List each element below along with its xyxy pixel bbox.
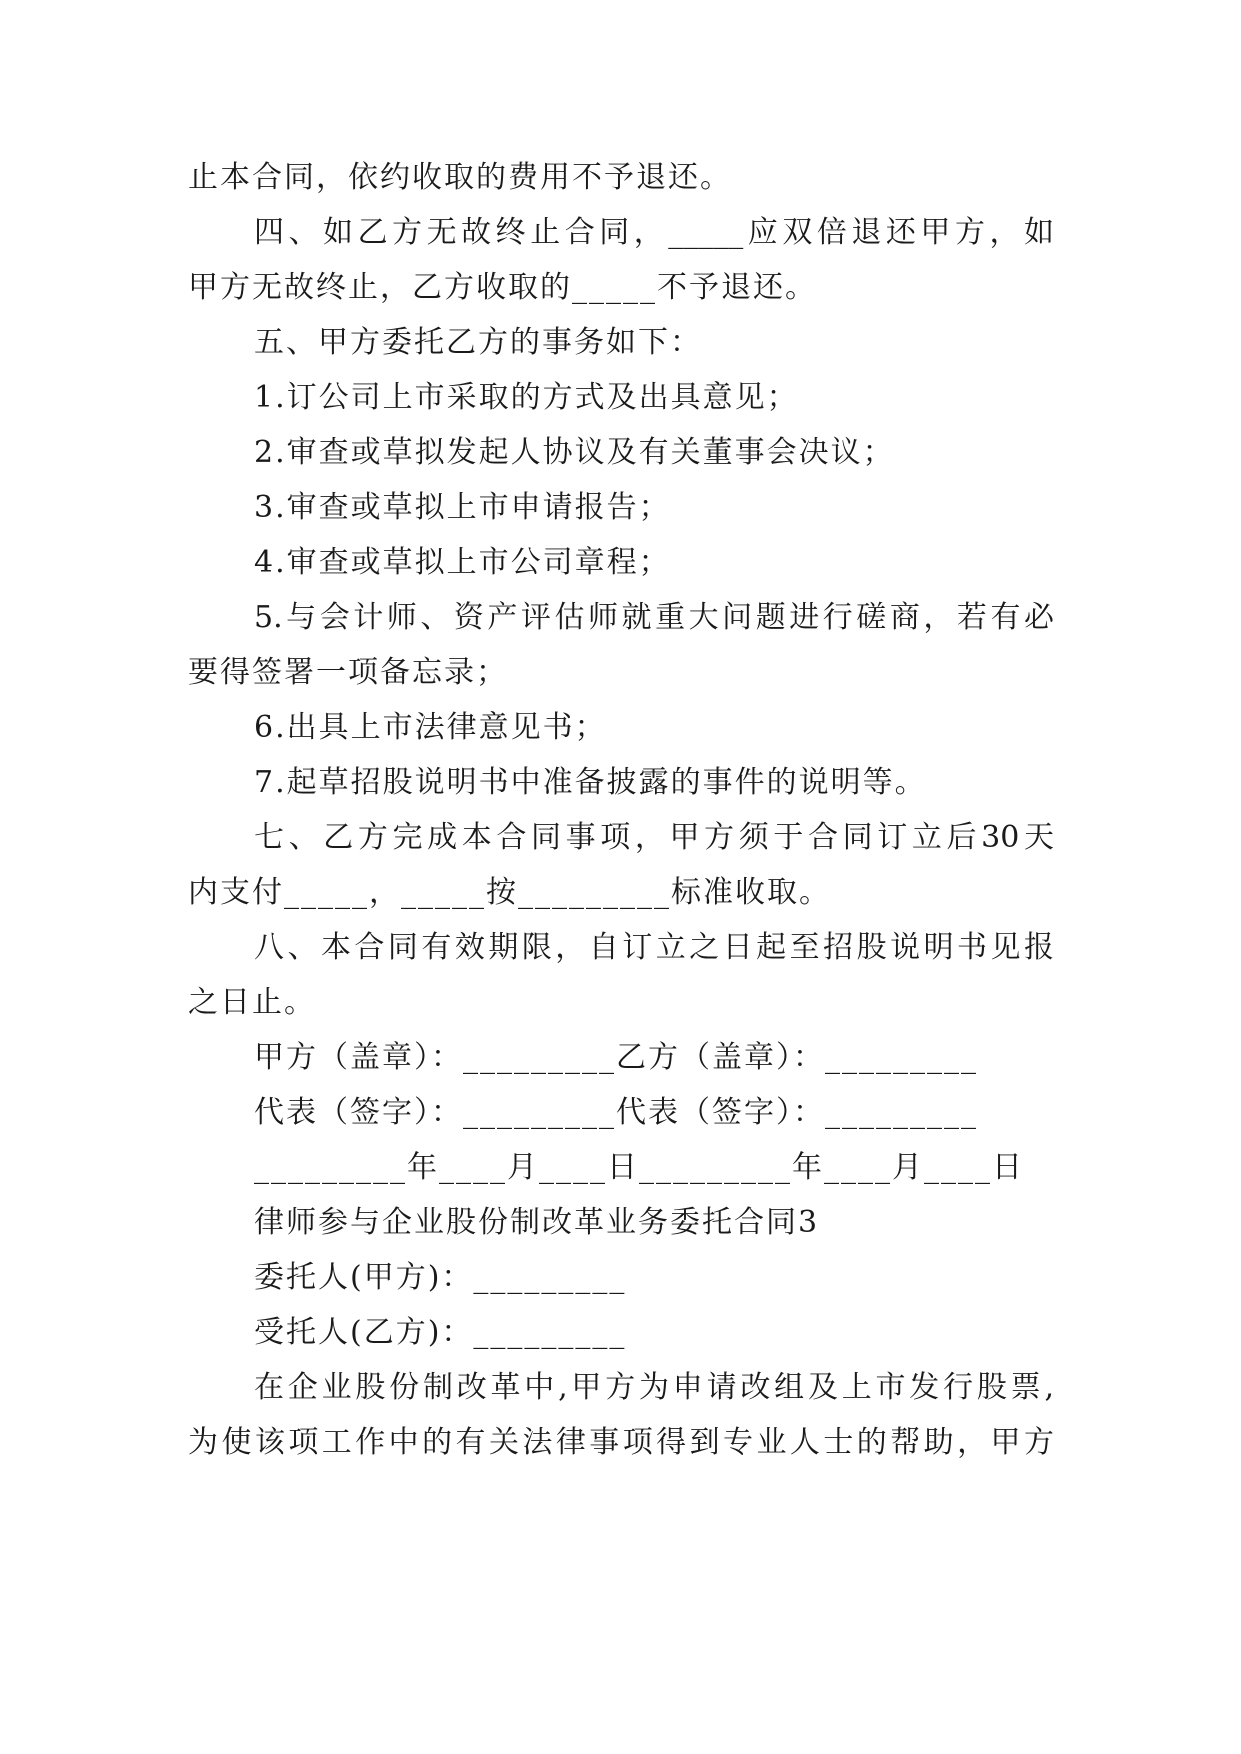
text-line: 5.与会计师、资产评估师就重大问题进行磋商，若有必 [254, 600, 1054, 635]
text-line: _________年____月____日_________年____月____日 [254, 1150, 1024, 1185]
text-line: 之日止。 [188, 985, 316, 1020]
text-line: 四、如乙方无故终止合同，_____应双倍退还甲方，如 [254, 215, 1054, 250]
text-line: 受托人(乙方)：_________ [254, 1315, 627, 1350]
text-line: 代表（签字）：_________代表（签字）：_________ [254, 1095, 978, 1130]
text-line: 7.起草招股说明书中准备披露的事件的说明等。 [254, 765, 927, 800]
text-line: 要得签署一项备忘录； [188, 655, 508, 690]
text-line: 甲方（盖章）：_________乙方（盖章）：_________ [254, 1040, 978, 1075]
text-line: 止本合同，依约收取的费用不予退还。 [188, 160, 732, 195]
text-line: 八、本合同有效期限，自订立之日起至招股说明书见报 [254, 930, 1054, 965]
text-line: 在企业股份制改革中,甲方为申请改组及上市发行股票, [254, 1370, 1054, 1405]
text-line: 律师参与企业股份制改革业务委托合同3 [254, 1205, 820, 1240]
text-line: 为使该项工作中的有关法律事项得到专业人士的帮助，甲方 [188, 1425, 1054, 1460]
text-line: 委托人(甲方)：_________ [254, 1260, 627, 1295]
text-line: 2.审查或草拟发起人协议及有关董事会决议； [254, 435, 895, 470]
text-line: 甲方无故终止，乙方收取的_____不予退还。 [188, 270, 817, 305]
text-line: 五、甲方委托乙方的事务如下： [254, 325, 702, 360]
text-line: 3.审查或草拟上市申请报告； [254, 490, 671, 525]
text-line: 6.出具上市法律意见书； [254, 710, 607, 745]
text-line: 内支付_____，_____按_________标准收取。 [188, 875, 831, 910]
text-line: 4.审查或草拟上市公司章程； [254, 545, 671, 580]
text-line: 1.订公司上市采取的方式及出具意见； [254, 380, 799, 415]
text-line: 七、乙方完成本合同事项，甲方须于合同订立后30天 [254, 820, 1054, 855]
